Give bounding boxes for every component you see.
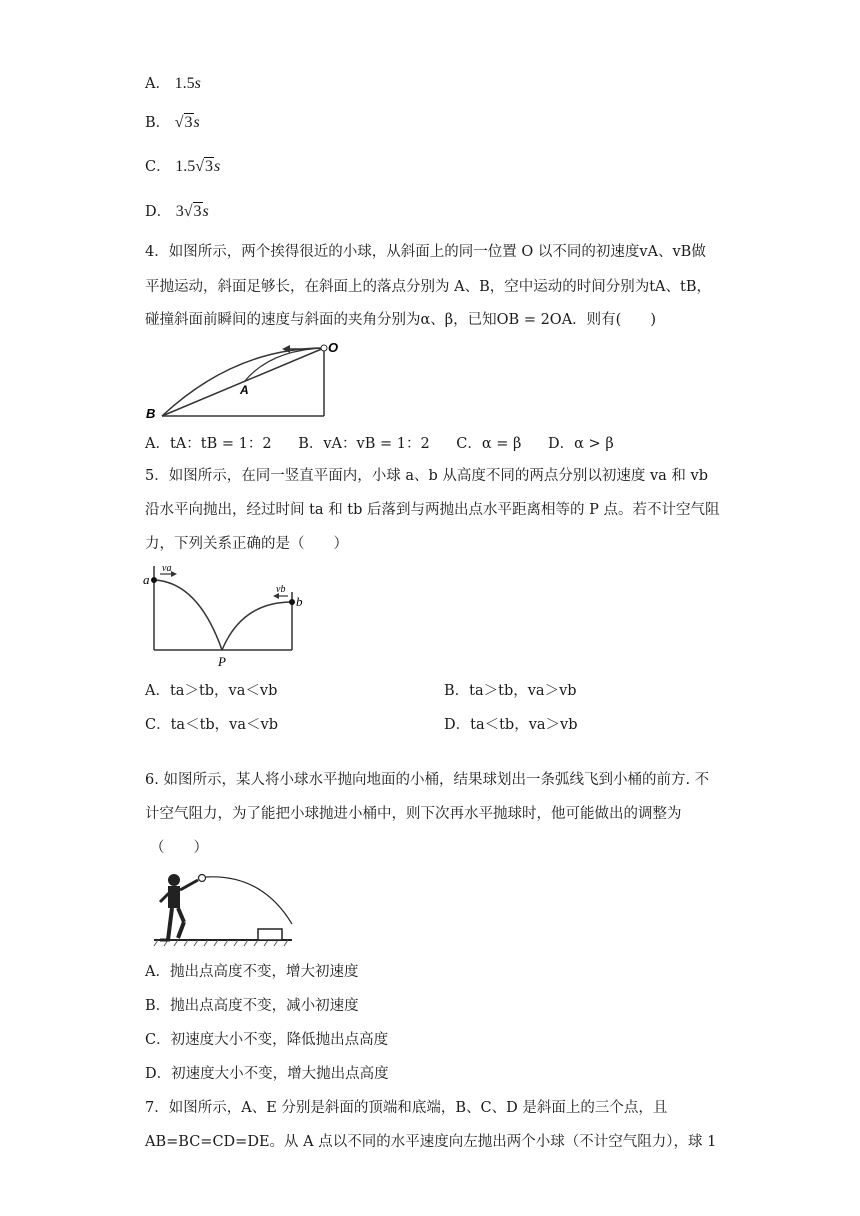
q7-stem-line-2: AB=BC=CD=DE。从 A 点以不同的水平速度向左抛出两个小球（不计空气阻力），球 1 (145, 1134, 717, 1150)
sqrt-symbol: √3 (174, 114, 193, 131)
sqrt-symbol: √3 (195, 158, 213, 175)
bucket-icon (258, 929, 282, 940)
q6-option-d: D．初速度大小不变，增大抛出点高度 (145, 1066, 389, 1082)
q4-incline-figure (140, 336, 340, 422)
label-va: va (162, 563, 172, 574)
q6-stem-line-1: 6. 如图所示，某人将小球水平抛向地面的小桶，结果球划出一条弧线飞到小桶的前方. 不 (145, 772, 710, 788)
q5-option-a: A．ta＞tb，va＜vb (145, 683, 278, 699)
q4-option-a: A．tA：tB = 1：2 (145, 436, 272, 452)
option-label: B． (145, 115, 171, 131)
q3-option-c (145, 157, 220, 177)
q3-option-a (145, 74, 201, 94)
q3-option-b (145, 113, 200, 133)
radicand: 3 (193, 203, 202, 220)
option-label: C． (145, 159, 171, 175)
label-b: b (296, 594, 303, 609)
label-a: a (143, 572, 150, 587)
radicand: 3 (184, 114, 193, 131)
unit: s (202, 203, 209, 220)
label-a: A (240, 383, 249, 397)
unit: s (194, 75, 201, 92)
q4-stem-line-2: 平抛运动，斜面足够长，在斜面上的落点分别为 A、B，空中运动的时间分别为tA、tB， (145, 279, 712, 295)
q4-options (145, 434, 614, 454)
q4-stem-line-3: 碰撞斜面前瞬间的速度与斜面的夹角分别为α、β，已知OB = 2OA．则有( ) (145, 312, 656, 328)
unit: s (214, 158, 221, 175)
ball-b (289, 599, 295, 605)
q5-stem-line-1: 5．如图所示，在同一竖直平面内，小球 a、b 从高度不同的两点分别以初速度 va 和 vb (145, 468, 709, 484)
q6-throw-figure (140, 866, 300, 948)
q4-stem-line-1: 4．如图所示，两个挨得很近的小球，从斜面上的同一位置 O 以不同的初速度vA、vB做 (145, 244, 706, 260)
q5-stem-line-3: 力，下列关系正确的是（ ） (145, 536, 348, 552)
q6-option-a: A．抛出点高度不变，增大初速度 (145, 964, 359, 980)
label-b: B (146, 406, 156, 421)
ball-a (151, 577, 157, 583)
option-label: D． (145, 204, 172, 220)
ball-icon (199, 875, 206, 882)
q3-option-d (145, 202, 209, 222)
q4-option-d: D．α > β (548, 436, 614, 452)
q5-option-d: D．ta＜tb，va＞vb (444, 717, 578, 733)
q5-projectile-figure (140, 562, 303, 670)
coefficient: 1.5 (175, 158, 196, 175)
option-label: A． (145, 76, 170, 92)
coefficient: 1.5 (174, 75, 195, 92)
trajectory (206, 877, 292, 924)
incline-line (162, 348, 324, 416)
q6-stem-line-2: 计空气阻力，为了能把小球抛进小桶中，则下次再水平抛球时，他可能做出的调整为 (145, 806, 682, 822)
option-value (175, 75, 201, 92)
trajectory-a (154, 580, 222, 650)
ball-o (321, 345, 327, 351)
q7-stem-line-1: 7．如图所示，A、E 分别是斜面的顶端和底端，B、C、D 是斜面上的三个点，且 (145, 1100, 668, 1116)
sqrt-symbol: √3 (183, 203, 202, 220)
q4-option-b: B．vA：vB = 1：2 (298, 436, 430, 452)
va-arrow-head (171, 571, 177, 577)
q6-option-b: B．抛出点高度不变，减小初速度 (145, 998, 359, 1014)
label-vb: vb (276, 584, 286, 595)
q6-stem-line-3: （ ） (150, 840, 208, 856)
q4-option-c: C．α = β (456, 436, 522, 452)
label-p: P (218, 654, 226, 669)
person-icon (160, 874, 198, 940)
q5-stem-line-2: 沿水平向抛出，经过时间 ta 和 tb 后落到与两抛出点水平距离相等的 P 点。若不计空气阻 (145, 502, 720, 518)
radicand: 3 (205, 158, 213, 175)
option-value (175, 114, 200, 131)
unit: s (193, 114, 200, 131)
option-value (176, 203, 209, 220)
q5-option-b: B．ta＞tb，va＞vb (444, 683, 577, 699)
option-value (175, 158, 220, 175)
label-o: O (328, 340, 339, 355)
q6-option-c: C．初速度大小不变，降低抛出点高度 (145, 1032, 389, 1048)
coefficient: 3 (175, 203, 184, 220)
trajectory-b (222, 602, 292, 650)
q5-option-c: C．ta＜tb，va＜vb (145, 717, 278, 733)
